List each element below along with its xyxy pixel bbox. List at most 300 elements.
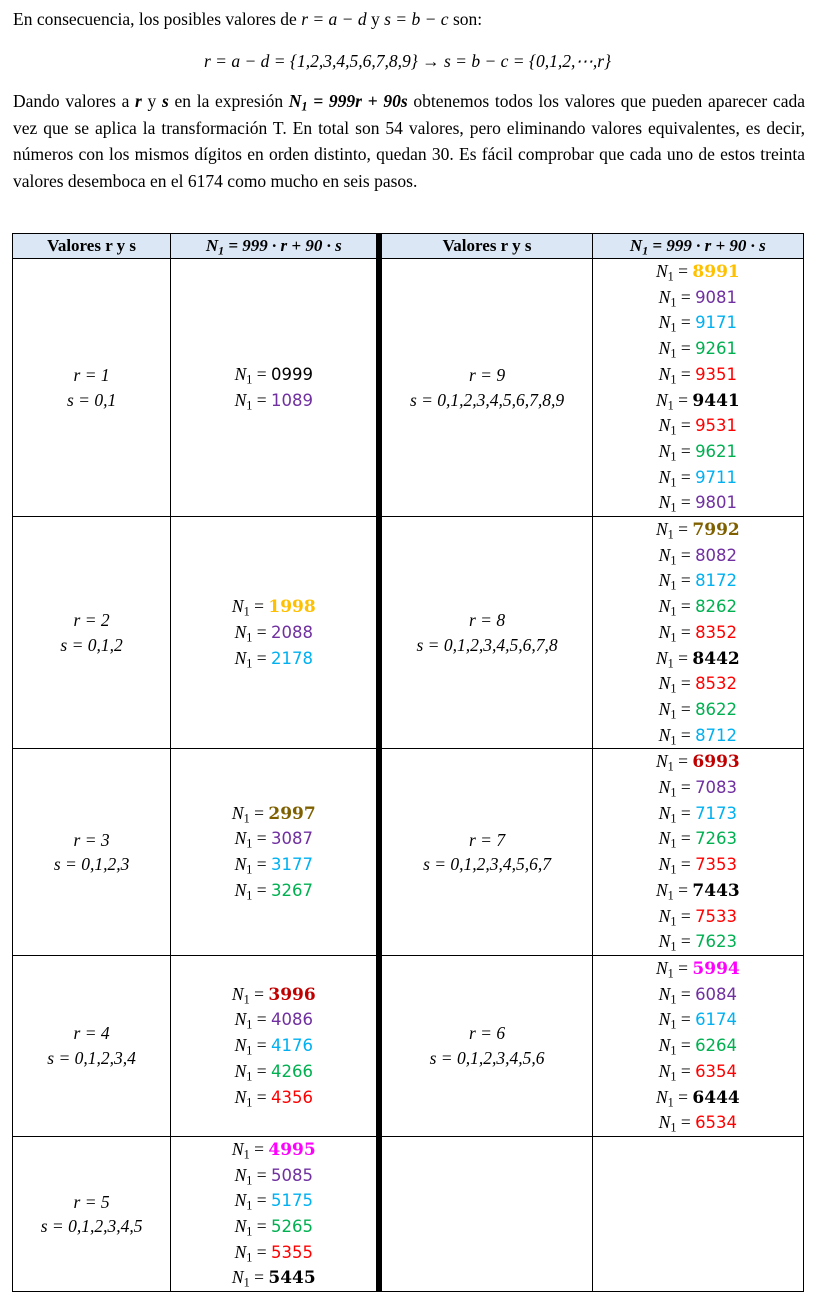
left-rs-cell: [13, 1136, 171, 1291]
subscript: 1: [670, 1043, 677, 1058]
subscript: 1: [670, 346, 677, 361]
subscript: 1: [667, 1095, 674, 1110]
right-values-cell: [592, 955, 803, 1136]
n1-value-line: [593, 646, 803, 672]
n-symbol: N: [234, 1009, 247, 1030]
subscript: 1: [670, 553, 677, 568]
n1-number: 1089: [271, 390, 314, 410]
n-symbol: N: [658, 777, 671, 798]
n1-number: 5265: [271, 1217, 314, 1237]
subscript: 1: [301, 99, 308, 114]
s-expression: s = b − c: [384, 9, 449, 29]
n1-value-line: [593, 852, 803, 878]
n-symbol: N: [658, 828, 671, 849]
n1-number: 9171: [695, 313, 738, 333]
text: y: [141, 91, 162, 111]
equals: =: [676, 1009, 696, 1030]
equals: =: [252, 1035, 272, 1056]
n-symbol: N: [234, 363, 247, 384]
n-symbol: N: [658, 363, 671, 384]
n-symbol: N: [655, 261, 668, 281]
subscript: 1: [246, 1224, 253, 1239]
equals: =: [676, 596, 696, 617]
n1-value-line: [593, 723, 803, 749]
subscript: 1: [670, 811, 677, 826]
n-symbol: N: [658, 931, 671, 952]
n-symbol: N: [231, 596, 244, 617]
text: en la expresión: [168, 91, 289, 111]
equals: =: [676, 983, 696, 1004]
n-symbol: N: [658, 286, 671, 307]
intro-sentence: [13, 6, 805, 32]
r-value: r = 1: [73, 365, 110, 386]
n1-value-line: [593, 697, 803, 723]
n1-value-line: [593, 904, 803, 930]
n-symbol: N: [658, 466, 671, 487]
n-symbol: N: [655, 519, 668, 540]
n-symbol: N: [231, 1267, 244, 1288]
left-rs-cell: [13, 749, 171, 956]
table-row: [13, 955, 804, 1136]
n-symbol: N: [658, 905, 671, 926]
subscript: 1: [670, 1120, 677, 1135]
n-symbol: N: [234, 647, 247, 668]
n1-number: 6993: [692, 752, 740, 773]
n1-value-line: [593, 1007, 803, 1033]
n1-value-line: [593, 336, 803, 362]
n1-number: 8442: [692, 648, 740, 669]
table-header-row: [13, 234, 804, 259]
n-symbol: N: [658, 1112, 671, 1133]
n1-number: 5445: [268, 1268, 316, 1289]
n-symbol: N: [231, 1138, 244, 1159]
n1-value-line: [171, 878, 376, 904]
n1-value-line: [593, 620, 803, 646]
equals: =: [676, 415, 696, 436]
subscript: 1: [246, 656, 253, 671]
header-formula-left: [171, 234, 380, 259]
n-symbol: N: [655, 751, 668, 772]
n-symbol: N: [655, 389, 668, 410]
s-value: s = 0,1,2,3: [53, 854, 130, 875]
subscript: 1: [243, 604, 250, 619]
n-symbol: N: [234, 879, 247, 900]
n1-number: 8991: [692, 262, 740, 282]
equals: =: [252, 1241, 272, 1262]
n-symbol: N: [658, 596, 671, 617]
range-formula: [0, 48, 815, 74]
n-symbol: N: [658, 983, 671, 1004]
equals: =: [252, 1009, 272, 1030]
n1-number: 6084: [695, 984, 738, 1004]
n-symbol: N: [629, 236, 643, 255]
equals: =: [252, 1060, 272, 1081]
n1-number: 7992: [692, 520, 740, 541]
right-rs-cell: [379, 1136, 592, 1291]
left-values-cell: [171, 749, 380, 956]
s-variable: s: [162, 91, 169, 111]
subscript: 1: [670, 630, 677, 645]
n1-number: 4995: [268, 1139, 316, 1160]
left-rs-cell: [13, 955, 171, 1136]
subscript: 1: [246, 888, 253, 903]
left-values-cell: [171, 1136, 380, 1291]
n1-number: 5085: [271, 1165, 314, 1185]
n-symbol: N: [655, 957, 668, 978]
r-range: r = a − d = {1,2,3,4,5,6,7,8,9}: [203, 51, 418, 71]
n-symbol: N: [658, 1009, 671, 1030]
n-symbol: N: [234, 854, 247, 875]
n1-value-line: [593, 1033, 803, 1059]
n1-number: 9351: [695, 364, 738, 384]
right-rs-cell: [379, 259, 592, 517]
subscript: 1: [667, 656, 674, 671]
conjunction: y: [366, 9, 385, 29]
n1-number: 7443: [692, 880, 740, 901]
subscript: 1: [246, 862, 253, 877]
n1-number: 8712: [695, 725, 738, 745]
s-value: s = 0,1,2,3,4: [47, 1047, 136, 1068]
subscript: 1: [670, 372, 677, 387]
subscript: 1: [670, 501, 677, 515]
equals: =: [676, 1112, 696, 1133]
subscript: 1: [667, 527, 674, 542]
n1-number: 3087: [271, 829, 314, 849]
left-values-cell: [171, 955, 380, 1136]
n1-value-line: [593, 517, 803, 543]
n1-value-line: [593, 413, 803, 439]
right-values-cell: [592, 517, 803, 749]
subscript: 1: [246, 1069, 253, 1084]
subscript: 1: [670, 939, 677, 954]
n1-value-line: [171, 982, 376, 1008]
n1-value-line: [171, 1007, 376, 1033]
equals: =: [673, 519, 693, 540]
equals: =: [676, 363, 696, 384]
s-value: s = 0,1,2,3,4,5,6: [429, 1047, 545, 1068]
n-symbol: N: [658, 570, 671, 591]
n1-value-line: [593, 956, 803, 982]
r-value: r = 4: [73, 1023, 110, 1044]
equals: =: [252, 647, 272, 668]
subscript: 1: [243, 811, 250, 826]
n1-value-line: [171, 1265, 376, 1291]
r-value: r = 2: [73, 610, 110, 631]
subscript: 1: [670, 681, 677, 696]
n1-value-line: [593, 362, 803, 388]
n1-number: 9801: [695, 493, 738, 513]
s-value: s = 0,1,2,3,4,5,6,7,8,9: [409, 389, 565, 410]
n1-number: 6264: [695, 1036, 738, 1056]
n1-value-line: [593, 259, 803, 285]
subscript: 1: [243, 1147, 250, 1162]
n-symbol: N: [234, 389, 247, 410]
equals: =: [676, 1060, 696, 1081]
n1-value-line: [593, 671, 803, 697]
r-variable: r: [135, 91, 142, 111]
equals: =: [249, 596, 269, 617]
subscript: 1: [670, 785, 677, 800]
right-values-cell: [592, 749, 803, 956]
n-symbol: N: [231, 983, 244, 1004]
n1-number: 7623: [695, 932, 738, 952]
subscript: 1: [246, 630, 253, 645]
n1-value-line: [171, 1033, 376, 1059]
n1-value-line: [593, 1085, 803, 1111]
subscript: 1: [670, 604, 677, 619]
n-symbol: N: [658, 621, 671, 642]
n-symbol: N: [658, 415, 671, 436]
n-symbol: N: [658, 698, 671, 719]
left-values-cell: [171, 517, 380, 749]
n-symbol: N: [658, 338, 671, 359]
n-symbol: N: [234, 1164, 247, 1185]
n-symbol: N: [234, 1060, 247, 1081]
equals: =: [252, 363, 272, 384]
subscript: 1: [246, 398, 253, 413]
r-value: r = 7: [469, 829, 506, 850]
text: obtenemos todos los valores que pueden aparecer cada vez que se aplica la transformación T. En total son 54 valores, pero eliminando valores equivalentes, es decir, números con los mismos dígitos en orden distinto, quedan 30. Es fácil comprobar que cada uno de estos treinta valores desemboca en el 6174 como mucho en seis pasos.: [13, 91, 805, 191]
right-rs-cell: [379, 955, 592, 1136]
n1-value-line: [593, 801, 803, 827]
left-rs-cell: [13, 259, 171, 517]
subscript: 1: [670, 837, 677, 852]
equals: =: [676, 312, 696, 333]
n1-value-line: [171, 1240, 376, 1266]
intro-text: En consecuencia, los posibles valores de: [13, 9, 302, 29]
equals: =: [676, 466, 696, 487]
n1-number: 2178: [271, 648, 314, 668]
n-symbol: N: [205, 236, 219, 255]
equals: =: [673, 879, 693, 900]
n1-value-line: [171, 1137, 376, 1163]
equals: =: [252, 879, 272, 900]
equals: =: [676, 1035, 696, 1056]
r-value: r = 6: [469, 1023, 506, 1044]
subscript: 1: [243, 992, 250, 1007]
n1-value-line: [171, 1163, 376, 1189]
subscript: 1: [670, 733, 677, 748]
n-symbol: N: [658, 312, 671, 333]
expression: = 999 · r + 90 · s: [224, 236, 342, 255]
equals: =: [676, 621, 696, 642]
n-symbol: N: [658, 1035, 671, 1056]
subscript: 1: [667, 888, 674, 903]
n-symbol: N: [234, 828, 247, 849]
equals: =: [673, 389, 693, 410]
table-row: [13, 749, 804, 956]
n1-value-line: [171, 826, 376, 852]
r-value: r = 8: [469, 610, 506, 631]
n-symbol: N: [658, 802, 671, 823]
r-value: r = 5: [73, 1191, 110, 1212]
subscript: 1: [670, 1018, 677, 1033]
n-symbol: N: [655, 879, 668, 900]
n1-number: 6354: [695, 1061, 738, 1081]
header-formula-right: [592, 234, 803, 259]
n1-value-line: [593, 749, 803, 775]
values-table: [12, 233, 804, 1292]
n1-value-line: [171, 594, 376, 620]
n-symbol: N: [655, 1086, 668, 1107]
subscript: 1: [246, 837, 253, 852]
subscript: 1: [246, 1043, 253, 1058]
n1-value-line: [593, 465, 803, 491]
subscript: 1: [667, 269, 674, 284]
subscript: 1: [642, 243, 649, 258]
n1-number: 3267: [271, 880, 314, 900]
equals: =: [249, 983, 269, 1004]
n1-value-line: [593, 568, 803, 594]
n1-value-line: [171, 1214, 376, 1240]
equals: =: [676, 854, 696, 875]
equals: =: [249, 1138, 269, 1159]
equals: =: [252, 1216, 272, 1237]
subscript: 1: [246, 1198, 253, 1213]
equals: =: [252, 1086, 272, 1107]
n-symbol: N: [234, 1035, 247, 1056]
equals: =: [673, 1086, 693, 1107]
n1-value-line: [171, 1188, 376, 1214]
r-value: r = 3: [73, 829, 110, 850]
expression: = 999r + 90s: [307, 91, 408, 111]
n-symbol: N: [234, 1086, 247, 1107]
n1-value-line: [171, 620, 376, 646]
subscript: 1: [246, 1173, 253, 1188]
r-expression: r = a − d: [301, 9, 367, 29]
n-symbol: N: [658, 854, 671, 875]
n1-number: 9441: [692, 390, 740, 411]
n1-number: 8262: [695, 597, 738, 617]
n1-expression: [288, 91, 408, 114]
subscript: 1: [670, 475, 677, 490]
n1-value-line: [171, 801, 376, 827]
n1-number: 8532: [695, 674, 738, 694]
equals: =: [252, 828, 272, 849]
n1-number: 8082: [695, 545, 738, 565]
n1-value-line: [593, 1110, 803, 1136]
subscript: 1: [246, 1095, 253, 1110]
n1-number: 8622: [695, 699, 738, 719]
subscript: 1: [670, 321, 677, 336]
subscript: 1: [246, 1018, 253, 1033]
n1-value-line: [593, 594, 803, 620]
subscript: 1: [670, 992, 677, 1007]
n1-number: 9621: [695, 441, 738, 461]
n1-number: 9531: [695, 416, 738, 436]
n1-number: 9711: [695, 467, 738, 487]
intro-text-end: son:: [448, 9, 483, 29]
n-symbol: N: [658, 724, 671, 745]
equals: =: [676, 802, 696, 823]
subscript: 1: [667, 398, 674, 413]
right-values-cell: [592, 259, 803, 517]
equals: =: [252, 1190, 272, 1211]
n1-number: 6174: [695, 1010, 738, 1030]
n1-number: 0999: [271, 364, 314, 384]
equals: =: [673, 957, 693, 978]
n1-number: 8352: [695, 622, 738, 642]
r-value: r = 9: [469, 365, 506, 386]
equals: =: [249, 802, 269, 823]
n1-value-line: [593, 929, 803, 955]
n1-value-line: [171, 852, 376, 878]
n1-number: 2997: [268, 803, 316, 824]
n1-value-line: [171, 1059, 376, 1085]
n1-value-line: [593, 775, 803, 801]
n1-value-line: [593, 826, 803, 852]
n1-number: 7173: [695, 803, 738, 823]
n1-number: 5994: [692, 958, 740, 979]
equals: =: [676, 905, 696, 926]
subscript: 1: [667, 760, 674, 775]
equals: =: [676, 544, 696, 565]
subscript: 1: [218, 243, 225, 258]
s-value: s = 0,1,2: [60, 634, 123, 655]
n-symbol: N: [658, 673, 671, 694]
expression: = 999 · r + 90 · s: [648, 236, 766, 255]
n-symbol: N: [231, 802, 244, 823]
n-symbol: N: [658, 1060, 671, 1081]
n1-number: 5175: [271, 1191, 314, 1211]
n1-number: 3996: [268, 984, 316, 1005]
equals: =: [676, 828, 696, 849]
equals: =: [676, 492, 696, 513]
equals: =: [252, 1164, 272, 1185]
n1-number: 9261: [695, 339, 738, 359]
s-value: s = 0,1: [66, 389, 117, 410]
subscript: 1: [670, 862, 677, 877]
n1-value-line: [593, 878, 803, 904]
n1-number: 8172: [695, 571, 738, 591]
subscript: 1: [670, 295, 677, 310]
equals: =: [252, 854, 272, 875]
table-row: [13, 259, 804, 517]
n1-value-line: [593, 439, 803, 465]
equals: =: [673, 261, 693, 281]
text: Dando valores a: [13, 91, 136, 111]
header-rs-right: Valores r y s: [379, 234, 592, 259]
n1-value-line: [593, 388, 803, 414]
equals: =: [676, 777, 696, 798]
n1-value-line: [171, 388, 376, 414]
subscript: 1: [670, 579, 677, 594]
subscript: 1: [246, 1250, 253, 1265]
s-value: s = 0,1,2,3,4,5,6,7: [423, 854, 552, 875]
s-value: s = 0,1,2,3,4,5,6,7,8: [416, 634, 558, 655]
subscript: 1: [246, 372, 253, 387]
n1-number: 7263: [695, 829, 738, 849]
n1-number: 7083: [695, 778, 738, 798]
left-rs-cell: [13, 517, 171, 749]
right-rs-cell: [379, 517, 592, 749]
n-symbol: N: [658, 492, 671, 513]
equals: =: [252, 389, 272, 410]
n1-value-line: [593, 285, 803, 311]
equals: =: [249, 1267, 269, 1288]
n-symbol: N: [234, 1190, 247, 1211]
n1-number: 2088: [271, 622, 314, 642]
n1-value-line: [171, 1085, 376, 1111]
n-symbol: N: [234, 1216, 247, 1237]
n-symbol: N: [288, 91, 302, 111]
n1-number: 5355: [271, 1242, 314, 1262]
subscript: 1: [243, 1276, 250, 1291]
equals: =: [676, 286, 696, 307]
subscript: 1: [670, 1069, 677, 1084]
n1-value-line: [593, 982, 803, 1008]
table-body: [13, 259, 804, 1292]
